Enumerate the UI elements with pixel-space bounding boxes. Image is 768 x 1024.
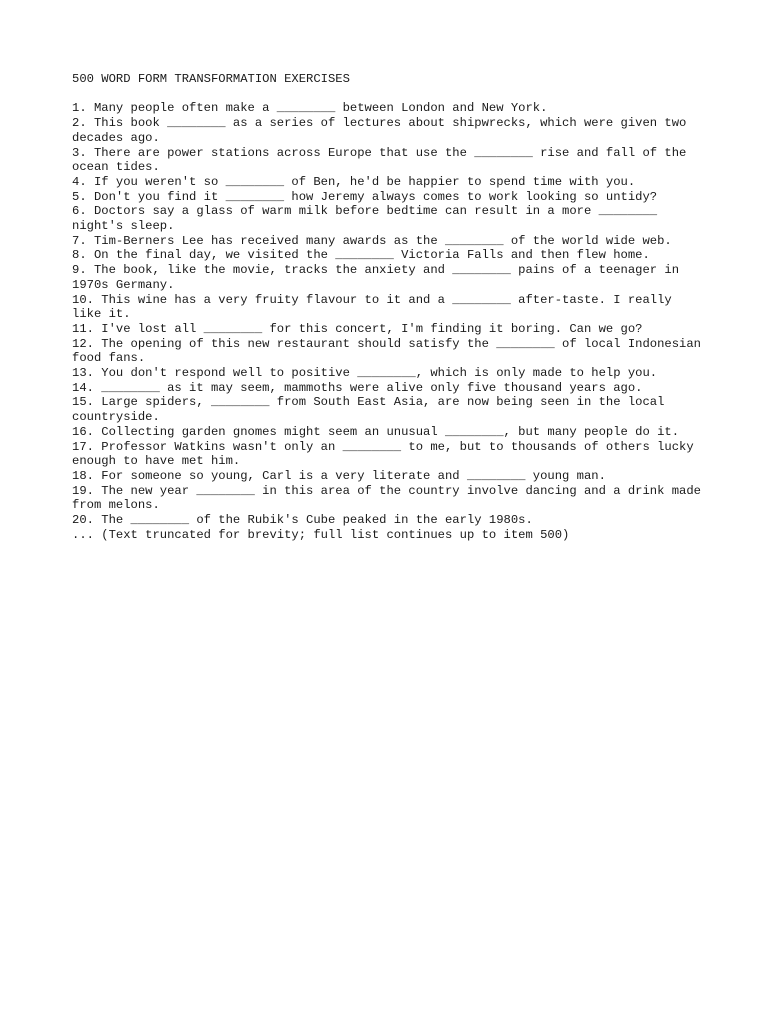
exercise-item-1: 1. Many people often make a ________ between London and New York. bbox=[72, 101, 548, 116]
exercise-item-12: 12. The opening of this new restaurant should satisfy the ________ of local Indonesian food fans. bbox=[72, 336, 709, 366]
exercise-item-15: 15. Large spiders, ________ from South East Asia, are now being seen in the local countryside. bbox=[72, 395, 672, 425]
exercise-item-14: 14. ________ as it may seem, mammoths were alive only five thousand years ago. bbox=[72, 380, 643, 395]
document-title: 500 WORD FORM TRANSFORMATION EXERCISES bbox=[72, 72, 350, 86]
exercise-item-2: 2. This book ________ as a series of lectures about shipwrecks, which were given two decades ago. bbox=[72, 116, 694, 145]
exercise-item-8: 8. On the final day, we visited the ________ Victoria Falls and then flew home. bbox=[72, 248, 650, 263]
exercise-item-4: 4. If you weren't so ________ of Ben, he'd be happier to spend time with you. bbox=[72, 174, 636, 189]
document-page bbox=[72, 72, 709, 542]
exercise-item-18: 18. For someone so young, Carl is a very literate and ________ young man. bbox=[72, 468, 606, 483]
exercise-item-6: 6. Doctors say a glass of warm milk before bedtime can result in a more ________ night's sleep. bbox=[72, 204, 665, 234]
exercise-item-3: 3. There are power stations across Europe that use the ________ rise and fall of the ocean tides. bbox=[72, 145, 694, 175]
exercise-item-20: 20. The ________ of the Rubik's Cube peaked in the early 1980s. bbox=[72, 513, 533, 528]
exercise-item-10: 10. This wine has a very fruity flavour to it and a ________ after-taste. I really like it. bbox=[72, 292, 680, 322]
exercise-item-19: 19. The new year ________ in this area of the country involve dancing and a drink made from melons. bbox=[72, 483, 709, 513]
exercise-item-9: 9. The book, like the movie, tracks the anxiety and ________ pains of a teenager in 1970s Germany. bbox=[72, 263, 687, 292]
exercise-item-17: 17. Professor Watkins wasn't only an ________ to me, but to thousands of others lucky enough to have met him. bbox=[72, 439, 701, 469]
truncation-note: ... (Text truncated for brevity; full list continues up to item 500) bbox=[72, 527, 570, 542]
exercise-list bbox=[72, 101, 709, 528]
exercise-item-13: 13. You don't respond well to positive ________, which is only made to help you. bbox=[72, 366, 658, 381]
exercise-item-7: 7. Tim-Berners Lee has received many awards as the ________ of the world wide web. bbox=[72, 233, 672, 248]
exercise-item-11: 11. I've lost all ________ for this concert, I'm finding it boring. Can we go? bbox=[72, 321, 643, 336]
exercise-item-5: 5. Don't you find it ________ how Jeremy always comes to work looking so untidy? bbox=[72, 189, 658, 204]
exercise-item-16: 16. Collecting garden gnomes might seem an unusual ________, but many people do it. bbox=[72, 424, 680, 439]
